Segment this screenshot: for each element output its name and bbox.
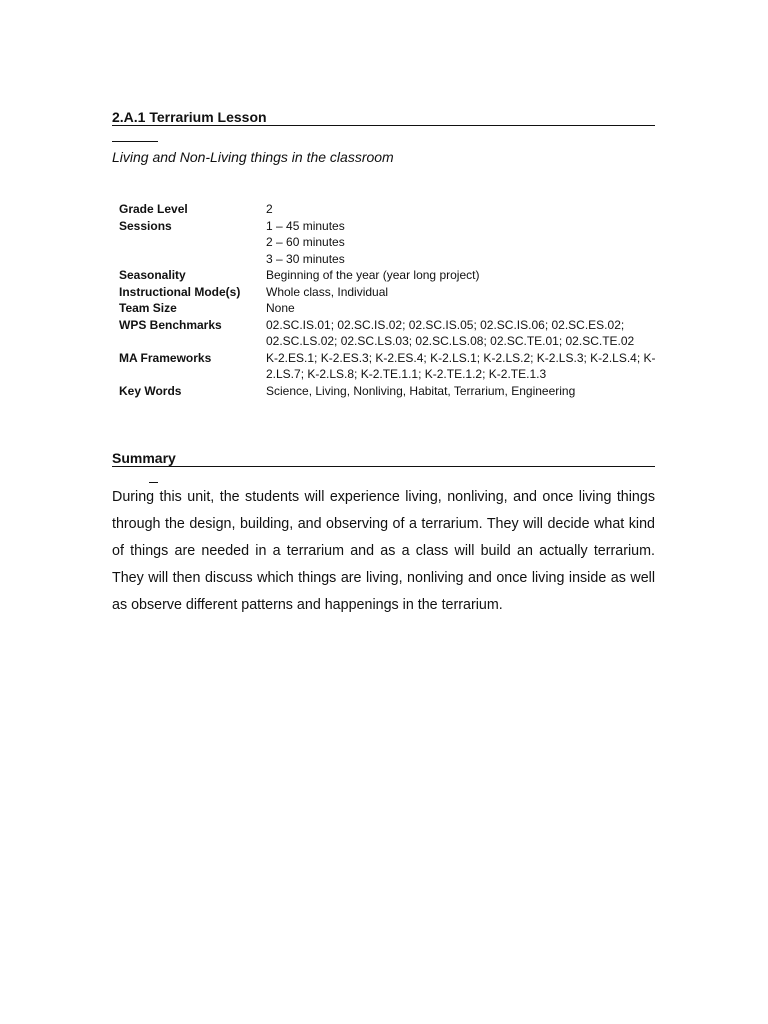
metadata-row [119,317,679,350]
metadata-row [119,383,679,400]
metadata-value-line: None [266,301,295,315]
metadata-value-line: 3 – 30 minutes [266,251,345,266]
summary-paragraph: During this unit, the students will experience living, nonliving, and once living things through the design, building, and observing of a terrarium. They will decide what kind of things are needed in a terrarium and as a class will build an actually terrarium. They will then discuss which things are living, nonliving and once living inside as well as observe different patterns and happenings in the terrarium. [112,489,655,613]
metadata-label: MA Frameworks [119,350,212,365]
lesson-metadata-table [119,201,679,399]
lesson-subtitle: Living and Non-Living things in the classroom [112,149,394,165]
metadata-row [119,267,679,284]
metadata-row [119,218,679,268]
metadata-value-line: K-2.ES.1; K-2.ES.3; K-2.ES.4; K-2.LS.1; K-2.LS.2; K-2.LS.3; K-2.LS.4; K- [266,350,656,365]
heading-underline-stub [112,141,158,142]
metadata-label: Instructional Mode(s) [119,284,241,299]
metadata-label: Team Size [119,301,177,315]
metadata-row [119,300,679,317]
summary-underline-stub [149,482,158,483]
metadata-row [119,350,679,383]
metadata-value [266,267,679,284]
metadata-value-line: 02.SC.IS.01; 02.SC.IS.02; 02.SC.IS.05; 02.SC.IS.06; 02.SC.ES.02; [266,317,625,332]
metadata-label: WPS Benchmarks [119,317,222,332]
metadata-value-line: 2 – 60 minutes [266,235,345,249]
metadata-value [266,383,679,400]
metadata-value-line: Whole class, Individual [266,284,389,299]
summary-heading: Summary [112,450,655,467]
metadata-value [266,201,679,218]
metadata-value [266,284,679,301]
metadata-label: Seasonality [119,268,186,282]
metadata-label: Sessions [119,218,172,233]
metadata-value-line: Science, Living, Nonliving, Habitat, Terrarium, Engineering [266,383,576,398]
metadata-label: Key Words [119,383,182,398]
metadata-value [266,350,679,383]
metadata-value-line: 2.LS.7; K-2.LS.8; K-2.TE.1.1; K-2.TE.1.2; K-2.TE.1.3 [266,367,547,381]
metadata-value-line: Beginning of the year (year long project) [266,268,480,282]
metadata-row [119,284,679,301]
metadata-value [266,300,679,317]
metadata-value-line: 2 [266,202,273,216]
metadata-value-line: 02.SC.LS.02; 02.SC.LS.03; 02.SC.LS.08; 02.SC.TE.01; 02.SC.TE.02 [266,334,635,348]
metadata-value [266,218,679,268]
metadata-row [119,201,679,218]
metadata-value-line: 1 – 45 minutes [266,218,345,233]
lesson-heading: 2.A.1 Terrarium Lesson [112,109,655,126]
metadata-label: Grade Level [119,202,188,216]
metadata-value [266,317,679,350]
